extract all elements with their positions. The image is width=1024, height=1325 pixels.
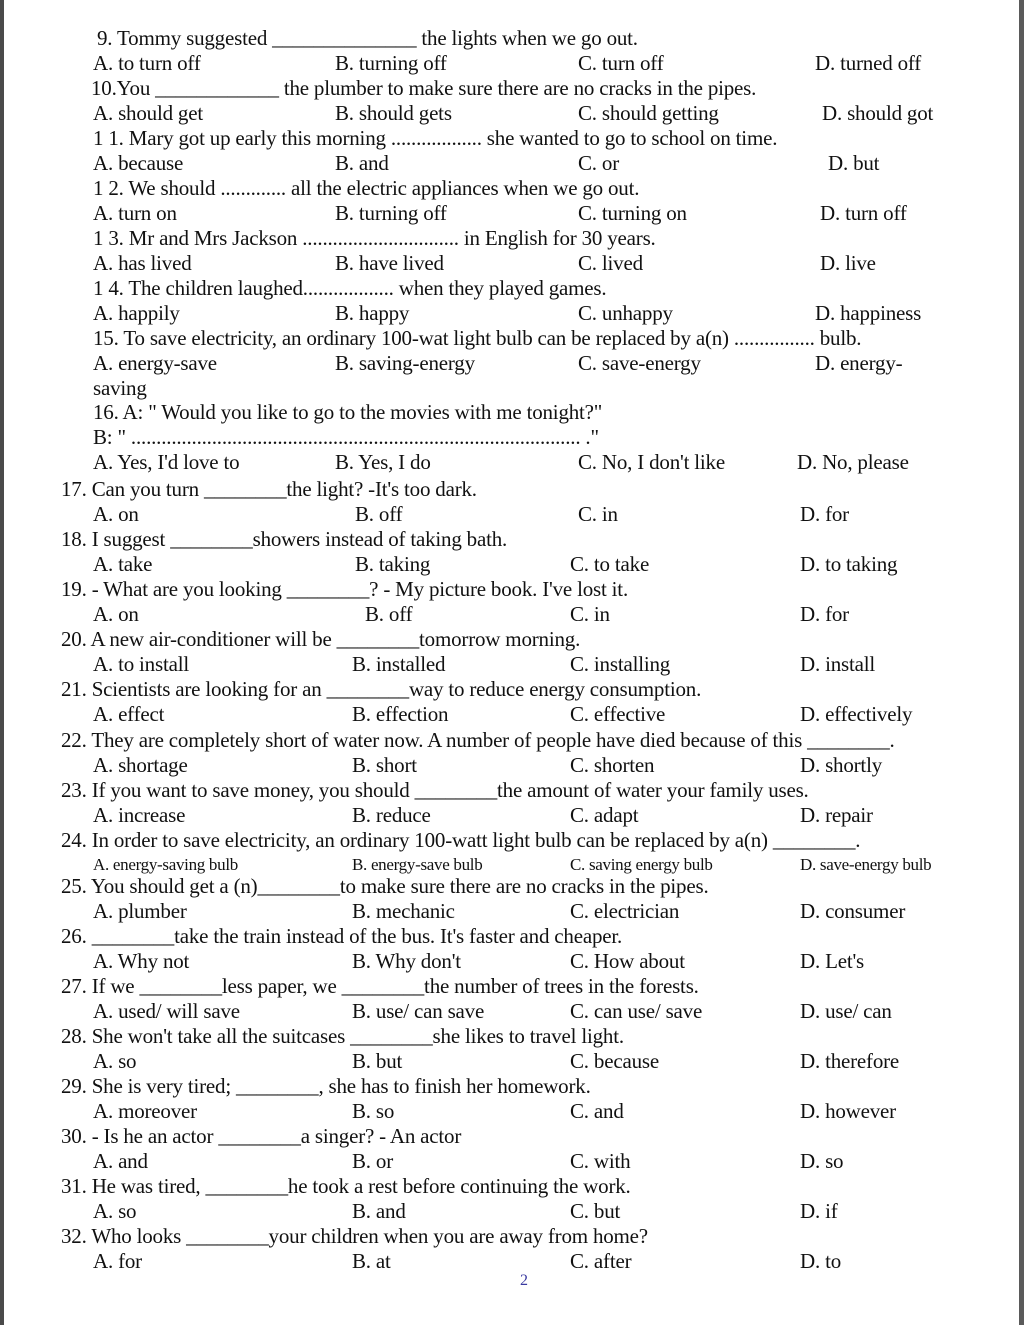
answer-option: C. unhappy [578,301,673,325]
answer-option: A. take [93,552,153,576]
answer-line: B: " ......................................................................................... ." [93,425,599,449]
answer-option: D. so [800,1149,844,1173]
answer-option: C. because [570,1049,659,1073]
answer-option: C. can use/ save [570,999,703,1023]
answer-option: C. save-energy [578,351,701,375]
answer-option: A. used/ will save [93,999,240,1023]
page-number: 2 [520,1272,528,1289]
answer-option: D. repair [800,803,873,827]
answer-option: C. in [570,602,610,626]
answer-option: D. turned off [815,51,922,75]
answer-option: A. energy-saving bulb [93,855,238,874]
question-stem: 16. A: " Would you like to go to the movies with me tonight?" [93,400,603,424]
answer-option: A. turn on [93,201,177,225]
question-stem: 19. - What are you looking ________? - My picture book. I've lost it. [61,577,628,601]
answer-option: D. for [800,602,849,626]
answer-option: A. plumber [93,899,187,923]
question-stem: 15. To save electricity, an ordinary 100-wat light bulb can be replaced by a(n) ................ bulb. [93,326,862,350]
answer-option: D. shortly [800,753,883,777]
question-stem: 27. If we ________less paper, we ________the number of trees in the forests. [61,974,699,998]
answer-option: C. lived [578,251,643,275]
answer-option: A. on [93,502,139,526]
answer-option: D. should got [822,101,934,125]
answer-option: D. use/ can [800,999,892,1023]
answer-option: A. to turn off [93,51,201,75]
answer-option: B. taking [355,552,431,576]
answer-option: B. off [355,502,403,526]
left-page-edge [0,0,4,1325]
answer-option: B. and [335,151,389,175]
answer-option: A. so [93,1049,137,1073]
answer-option: A. effect [93,702,165,726]
answer-option: C. after [570,1249,632,1273]
answer-option: B. but [352,1049,403,1073]
question-stem: 28. She won't take all the suitcases ________she likes to travel light. [61,1024,624,1048]
question-stem: 31. He was tired, ________he took a rest before continuing the work. [61,1174,631,1198]
answer-option: D. energy- [815,351,903,375]
question-stem: 1 2. We should ............. all the electric appliances when we go out. [93,176,640,200]
answer-option: A. moreover [93,1099,197,1123]
question-stem: 24. In order to save electricity, an ordinary 100-watt light bulb can be replaced by a(n) ________. [61,828,861,852]
question-stem: 29. She is very tired; ________, she has to finish her homework. [61,1074,591,1098]
answer-option: A. Why not [93,949,190,973]
answer-option: D. if [800,1199,838,1223]
answer-option: C. No, I don't like [578,450,725,474]
question-stem: 25. You should get a (n)________to make sure there are no cracks in the pipes. [61,874,709,898]
answer-option: B. effection [352,702,449,726]
answer-option: B. have lived [335,251,444,275]
question-stem: 18. I suggest ________showers instead of taking bath. [61,527,508,551]
answer-option: C. but [570,1199,621,1223]
answer-option: D. effectively [800,702,913,726]
answer-option: A. so [93,1199,137,1223]
answer-option: D. happiness [815,301,922,325]
question-stem: 9. Tommy suggested ______________ the lights when we go out. [97,26,638,50]
answer-option: B. turning off [335,51,447,75]
question-stem: 32. Who looks ________your children when you are away from home? [61,1224,648,1248]
answer-option: D. for [800,502,849,526]
question-stem: 21. Scientists are looking for an ________way to reduce energy consumption. [61,677,702,701]
answer-option: C. adapt [570,803,639,827]
answer-option: C. shorten [570,753,655,777]
answer-option: C. effective [570,702,666,726]
answer-option: A. on [93,602,139,626]
answer-option: A. energy-save [93,351,217,375]
answer-option: C. installing [570,652,671,676]
answer-option: B. energy-save bulb [352,855,483,874]
answer-option: C. to take [570,552,650,576]
answer-option: B. off [365,602,413,626]
answer-option: A. to install [93,652,189,676]
answer-option: B. and [352,1199,406,1223]
question-stem: 30. - Is he an actor ________a singer? - An actor [61,1124,462,1148]
answer-option: C. turning on [578,201,687,225]
answer-option: B. happy [335,301,410,325]
option-continuation: saving [93,376,147,400]
right-page-edge [1019,0,1024,1325]
answer-option: D. install [800,652,875,676]
answer-option: A. has lived [93,251,192,275]
answer-option: C. saving energy bulb [570,855,713,874]
question-stem: 1 1. Mary got up early this morning .................. she wanted to go to school on time. [93,126,778,150]
answer-option: B. installed [352,652,446,676]
answer-option: A. shortage [93,753,188,777]
answer-option: A. because [93,151,184,175]
answer-option: D. turn off [820,201,907,225]
answer-option: B. mechanic [352,899,455,923]
answer-option: A. should get [93,101,203,125]
question-stem: 1 4. The children laughed.................. when they played games. [93,276,607,300]
question-stem: 26. ________take the train instead of the bus. It's faster and cheaper. [61,924,623,948]
answer-option: B. saving-energy [335,351,475,375]
answer-option: B. at [352,1249,391,1273]
question-stem: 10.You ____________ the plumber to make sure there are no cracks in the pipes. [91,76,757,100]
answer-option: B. use/ can save [352,999,485,1023]
answer-option: C. turn off [578,51,664,75]
answer-option: C. should getting [578,101,719,125]
answer-option: B. Yes, I do [335,450,431,474]
answer-option: C. How about [570,949,685,973]
answer-option: A. and [93,1149,148,1173]
answer-option: C. and [570,1099,624,1123]
answer-option: D. therefore [800,1049,900,1073]
answer-option: C. electrician [570,899,680,923]
answer-option: D. save-energy bulb [800,855,932,874]
question-stem: 1 3. Mr and Mrs Jackson ............................... in English for 30 years. [93,226,656,250]
answer-option: C. or [578,151,620,175]
question-stem: 20. A new air-conditioner will be ________tomorrow morning. [61,627,581,651]
answer-option: D. No, please [797,450,909,474]
answer-option: B. reduce [352,803,431,827]
answer-option: D. consumer [800,899,906,923]
answer-option: B. should gets [335,101,452,125]
answer-option: C. with [570,1149,631,1173]
answer-option: A. for [93,1249,142,1273]
answer-option: D. to [800,1249,842,1273]
answer-option: A. increase [93,803,186,827]
answer-option: D. to taking [800,552,898,576]
answer-option: B. or [352,1149,394,1173]
answer-option: B. short [352,753,417,777]
answer-option: D. Let's [800,949,865,973]
answer-option: D. live [820,251,876,275]
answer-option: C. in [578,502,618,526]
answer-option: B. so [352,1099,395,1123]
question-stem: 22. They are completely short of water now. A number of people have died because of this ________. [61,728,895,752]
answer-option: B. Why don't [352,949,461,973]
question-stem: 17. Can you turn ________the light? -It's too dark. [61,477,477,501]
answer-option: A. Yes, I'd love to [93,450,240,474]
answer-option: B. turning off [335,201,447,225]
answer-option: A. happily [93,301,180,325]
answer-option: D. but [828,151,880,175]
answer-option: D. however [800,1099,896,1123]
question-stem: 23. If you want to save money, you should ________the amount of water your family uses. [61,778,809,802]
